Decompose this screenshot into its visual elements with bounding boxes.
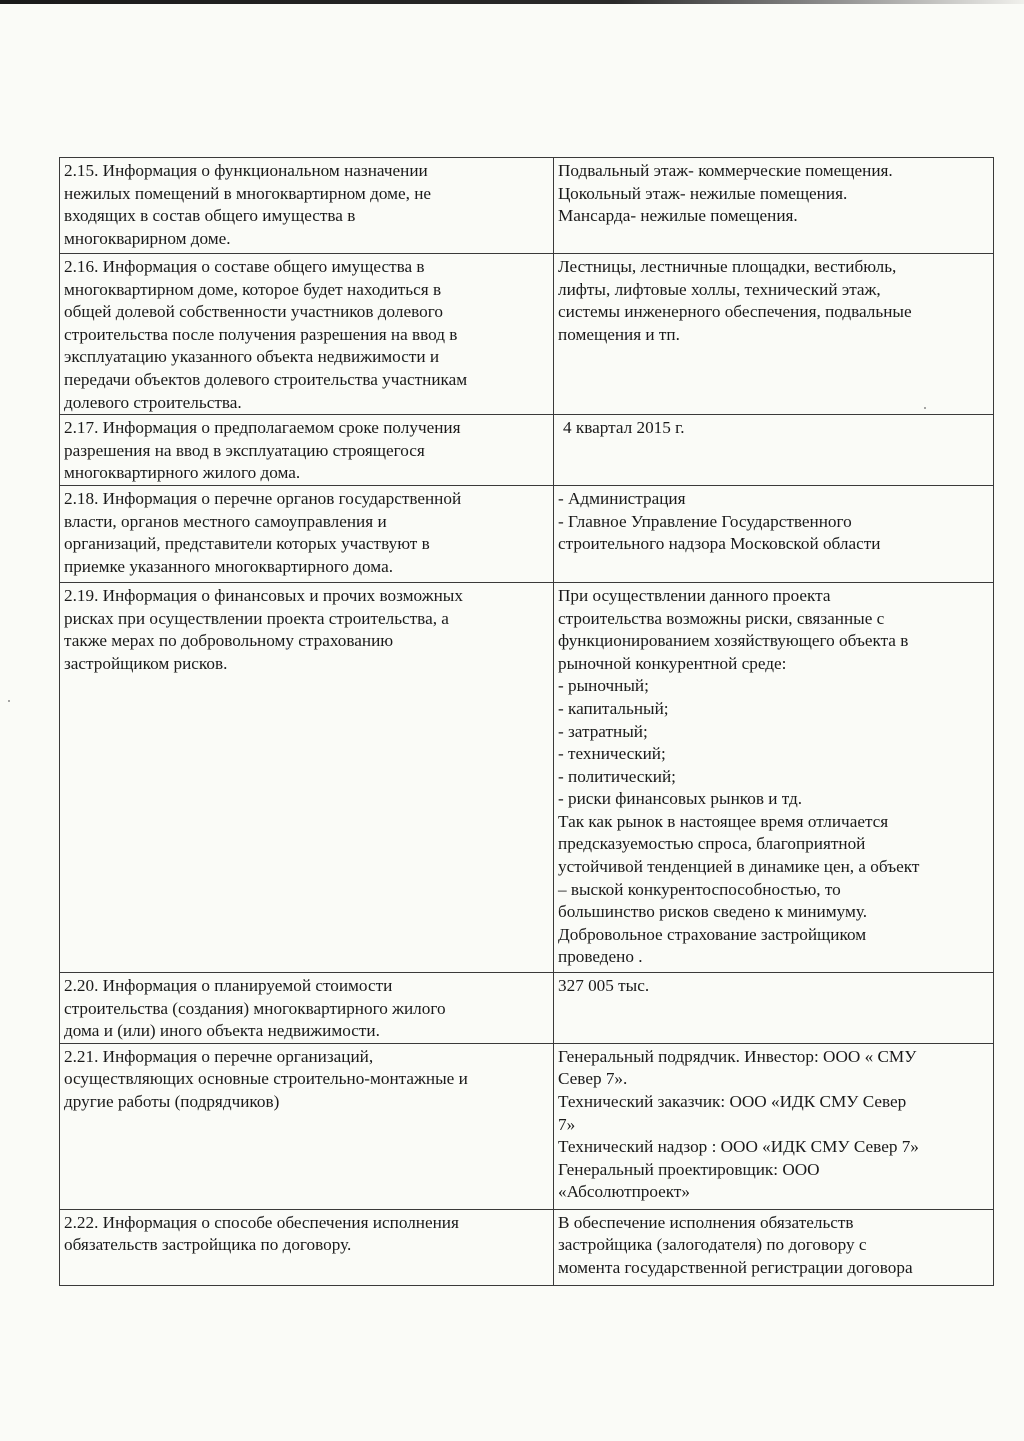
text-line: - затратный; (558, 721, 648, 741)
table-row (60, 254, 994, 415)
item-description-cell (60, 415, 554, 486)
text-line: устойчивой тенденцией в динамике цен, а объект (558, 857, 920, 877)
text-line: другие работы (подрядчиков) (64, 1091, 280, 1111)
text-line: 2.20. Информация о планируемой стоимости (64, 975, 393, 995)
text-line: рисках при осуществлении проекта строительства, а (64, 608, 449, 628)
text-line: строительства возможны риски, связанные с (558, 608, 885, 628)
table-row (60, 582, 994, 972)
text-line: рыночной конкурентной среде: (558, 653, 787, 673)
text-line: строительного надзора Московской области (558, 534, 881, 554)
text-line: Подвальный этаж- коммерческие помещения. (558, 161, 893, 180)
text-line: обязательств застройщика по договору. (64, 1235, 352, 1255)
text-line: Технический заказчик: ООО «ИДК СМУ Север (558, 1091, 907, 1111)
text-line: многоквартирного жилого дома. (64, 463, 301, 483)
text-line: 2.16. Информация о составе общего имущества в (64, 257, 425, 276)
item-value-cell (554, 254, 994, 415)
text-line: 2.22. Информация о способе обеспечения исполнения (64, 1212, 459, 1232)
text-line: системы инженерного обеспечения, подвальные (558, 302, 912, 322)
text-line: застройщика (залогодателя) по договору с (558, 1235, 867, 1255)
text-line: эксплуатацию указанного объекта недвижимости и (64, 347, 440, 367)
item-description-cell (60, 254, 554, 415)
text-line: 2.21. Информация о перечне организаций, (64, 1046, 374, 1066)
text-line: проведено . (558, 947, 643, 967)
table-row (60, 158, 994, 254)
table-row (60, 415, 994, 486)
text-line: Север 7». (558, 1069, 628, 1089)
text-line: долевого строительства. (64, 392, 242, 412)
text-line: - рыночный; (558, 676, 649, 696)
text-line: - риски финансовых рынков и тд. (558, 789, 803, 809)
table-row (60, 1209, 994, 1285)
text-line: приемке указанного многоквартирного дома. (64, 556, 393, 576)
text-line: передачи объектов долевого строительства участникам (64, 369, 468, 389)
text-line: 2.15. Информация о функциональном назначении (64, 161, 428, 180)
text-line: разрешения на ввод в эксплуатацию строящегося (64, 440, 425, 460)
project-declaration-table (59, 157, 994, 1286)
text-line: 7» (558, 1114, 576, 1134)
text-line: 327 005 тыс. (558, 975, 650, 995)
text-line: помещения и тп. (558, 324, 680, 344)
item-value-cell (554, 415, 994, 486)
text-line: осуществляющих основные строительно-монтажные и (64, 1069, 468, 1089)
item-description-cell (60, 485, 554, 582)
text-line: 2.18. Информация о перечне органов государственной (64, 488, 462, 508)
text-line: - технический; (558, 744, 666, 764)
text-line: большинство рисков сведено к минимуму. (558, 902, 868, 922)
item-value-cell (554, 582, 994, 972)
text-line: момента государственной регистрации договора (558, 1257, 913, 1277)
text-line: Добровольное страхование застройщиком (558, 924, 867, 944)
text-line: - Главное Управление Государственного (558, 511, 852, 531)
item-value-cell (554, 1209, 994, 1285)
text-line: нежилых помещений в многоквартирном доме, не (64, 183, 432, 203)
text-line: 2.17. Информация о предполагаемом сроке получения (64, 418, 461, 438)
text-line: Цокольный этаж- нежилые помещения. (558, 183, 848, 203)
text-line: 4 квартал 2015 г. (563, 418, 685, 438)
text-line: функционированием хозяйствующего объекта в (558, 631, 909, 651)
text-line: многоквартирном доме, которое будет находиться в (64, 279, 442, 299)
text-line: власти, органов местного самоуправления и (64, 511, 387, 531)
text-line: Генеральный проектировщик: ООО (558, 1159, 820, 1179)
text-line: организаций, представители которых участвуют в (64, 534, 430, 554)
table-row (60, 1043, 994, 1209)
text-line: Мансарда- нежилые помещения. (558, 206, 798, 226)
text-line: - капитальный; (558, 698, 669, 718)
text-line: В обеспечение исполнения обязательств (558, 1212, 854, 1232)
text-line: строительства (создания) многоквартирного жилого (64, 998, 446, 1018)
text-line: При осуществлении данного проекта (558, 585, 831, 605)
table-row (60, 972, 994, 1043)
item-value-cell (554, 1043, 994, 1209)
item-value-cell (554, 972, 994, 1043)
table-body (60, 158, 994, 1286)
text-line: - политический; (558, 766, 676, 786)
text-line: лифты, лифтовые холлы, технический этаж, (558, 279, 881, 299)
text-line: «Абсолютпроект» (558, 1182, 691, 1202)
item-description-cell (60, 158, 554, 254)
text-line: - Администрация (558, 488, 686, 508)
text-line: 2.19. Информация о финансовых и прочих возможных (64, 585, 463, 605)
item-description-cell (60, 582, 554, 972)
text-line: Так как рынок в настоящее время отличается (558, 811, 889, 831)
table-row (60, 485, 994, 582)
scan-speck (8, 700, 10, 702)
text-line: входящих в состав общего имущества в (64, 206, 356, 226)
text-line: общей долевой собственности участников долевого (64, 302, 443, 322)
text-line: застройщиком рисков. (64, 653, 228, 673)
scan-edge (0, 0, 1024, 4)
text-line: строительства после получения разрешения на ввод в (64, 324, 458, 344)
item-value-cell (554, 158, 994, 254)
item-description-cell (60, 1043, 554, 1209)
text-line: – выской конкурентоспособностью, то (558, 879, 841, 899)
text-line: многокварирном доме. (64, 228, 231, 248)
text-line: предсказуемостью спроса, благоприятной (558, 834, 866, 854)
text-line: Технический надзор : ООО «ИДК СМУ Север 7» (558, 1137, 919, 1157)
text-line: Генеральный подрядчик. Инвестор: ООО « СМУ (558, 1046, 917, 1066)
item-value-cell (554, 485, 994, 582)
text-line: также мерах по добровольному страхованию (64, 631, 394, 651)
text-line: дома и (или) иного объекта недвижимости. (64, 1021, 380, 1041)
item-description-cell (60, 972, 554, 1043)
text-line: Лестницы, лестничные площадки, вестибюль, (558, 257, 897, 276)
item-description-cell (60, 1209, 554, 1285)
